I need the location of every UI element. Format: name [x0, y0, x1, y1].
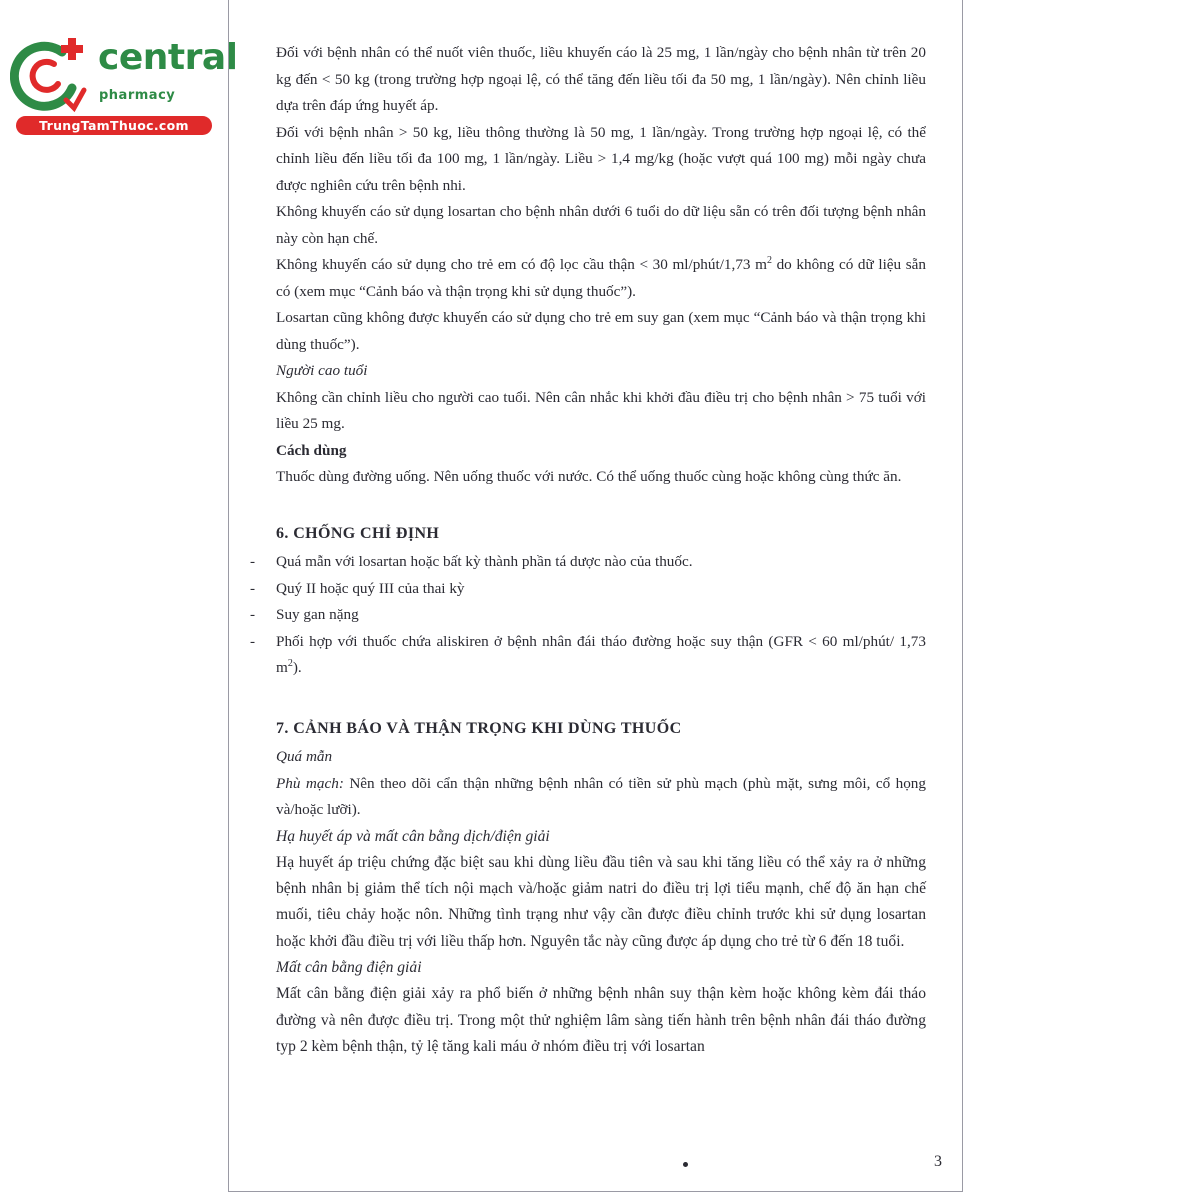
gfr-paragraph	[276, 252, 926, 305]
contraindication-item	[250, 629, 926, 682]
contraindication-item	[250, 549, 926, 576]
dosage-paragraph-2: Đối với bệnh nhân > 50 kg, liều thông thường là 50 mg, 1 lần/ngày. Trong trường hợp ngoại lệ, có thể chỉnh liều đến liều tối đa 100 mg, 1 lần/ngày. Liều > 1,4 mg/kg (hoặc vượt quá 100 mg) mỗi ngày chưa được nghiên cứu trên bệnh nhi.	[276, 123, 926, 194]
angioedema-text: Nên theo dõi cẩn thận những bệnh nhân có tiền sử phù mạch (phù mặt, sưng môi, cổ họng và/hoặc lưỡi).	[276, 774, 926, 818]
logo-site-bar[interactable]: TrungTamThuoc.com	[16, 116, 212, 135]
scan-mark	[683, 1162, 688, 1167]
gfr-text: Không khuyến cáo sử dụng cho trẻ em có độ lọc cầu thận < 30 ml/phút/1,73 m	[276, 256, 767, 273]
central-pharmacy-logo	[10, 36, 238, 136]
hypotension-text: Hạ huyết áp triệu chứng đặc biệt sau khi dùng liều đầu tiên và sau khi tăng liều có thể xảy ra ở những bệnh nhân bị giảm thể tích nội mạch và/hoặc giảm natri do điều trị lợi tiểu mạnh, chế độ ăn hạn chế muối, tiêu chảy hoặc nôn. Những tình trạng như vậy cần được điều chỉnh trước khi sử dụng losartan hoặc khởi đầu điều trị với liều thấp hơn. Nguyên tắc này cũng được áp dụng cho trẻ từ 6 đến 18 tuổi.	[276, 853, 926, 950]
usage-text: Thuốc dùng đường uống. Nên uống thuốc với nước. Có thể uống thuốc cùng hoặc không cùng thức ăn.	[276, 468, 902, 485]
elderly-heading: Người cao tuổi	[276, 362, 368, 379]
bullet-dash: -	[250, 553, 256, 570]
dosage-paragraph-1: Đối với bệnh nhân có thể nuốt viên thuốc, liều khuyến cáo là 25 mg, 1 lần/ngày cho bệnh nhân từ trên 20 kg đến < 50 kg (trong trường hợp ngoại lệ, có thể tăng đến liều tối đa 50 mg, 1 lần/ngày). Nên chỉnh liều dựa trên đáp ứng huyết áp.	[276, 44, 926, 114]
logo-brand: central	[98, 37, 238, 78]
hypersensitivity-heading: Quá mẫn	[276, 748, 333, 765]
contraindication-text: Suy gan nặng	[276, 606, 359, 623]
electrolyte-text: Mất cân bằng điện giải xảy ra phổ biến ở những bệnh nhân suy thận kèm hoặc không kèm đái tháo đường và nên được điều trị. Trong một thử nghiệm lâm sàng tiến hành trên bệnh nhân đái tháo đường typ 2 kèm bệnh thận, tỷ lệ tăng kali máu ở nhóm điều trị với losartan	[276, 985, 926, 1055]
contraindication-text-end: ).	[292, 659, 302, 676]
page-number: 3	[934, 1153, 942, 1170]
electrolyte-heading: Mất cân bằng điện giải	[276, 958, 422, 976]
elderly-text: Không cần chỉnh liều cho người cao tuổi. Nên cân nhắc khi khởi đầu điều trị cho bệnh nhân > 75 tuổi với liều 25 mg.	[276, 388, 926, 432]
contraindication-text: Quý II hoặc quý III của thai kỳ	[276, 579, 465, 597]
bullet-dash: -	[250, 632, 256, 650]
section-7-title: 7. CẢNH BÁO VÀ THẬN TRỌNG KHI DÙNG THUỐC	[276, 719, 682, 737]
gfr-superscript: 2	[766, 254, 772, 266]
usage-heading: Cách dùng	[276, 441, 347, 459]
contraindication-item	[250, 576, 926, 603]
cross-c-logo-icon	[10, 36, 90, 116]
bullet-dash: -	[250, 606, 256, 623]
gfr-text-end: do không có dữ liệu sẵn có (xem mục “Cảnh báo và thận trọng khi sử dụng thuốc”).	[276, 256, 926, 300]
angioedema-paragraph	[276, 771, 926, 824]
dosage-paragraph-3: Không khuyến cáo sử dụng losartan cho bệnh nhân dưới 6 tuổi do dữ liệu sẵn có trên đối tượng bệnh nhân này còn hạn chế.	[276, 203, 926, 247]
contraindication-superscript: 2	[287, 657, 293, 669]
section-6-title: 6. CHỐNG CHỈ ĐỊNH	[276, 524, 440, 542]
contraindication-item	[250, 602, 926, 629]
hypotension-heading: Hạ huyết áp và mất cân bằng dịch/điện giải	[276, 827, 550, 845]
liver-paragraph: Losartan cũng không được khuyến cáo sử dụng cho trẻ em suy gan (xem mục “Cảnh báo và thận trọng khi dùng thuốc”).	[276, 309, 926, 353]
logo-subtitle: pharmacy	[99, 88, 176, 103]
angioedema-label: Phù mạch:	[276, 774, 344, 792]
contraindication-text: Phối hợp với thuốc chứa aliskiren ở bệnh nhân đái tháo đường hoặc suy thận (GFR < 60 ml/phút/ 1,73 m	[276, 632, 926, 676]
contraindication-text: Quá mẫn với losartan hoặc bất kỳ thành phần tá dược nào của thuốc.	[276, 553, 693, 570]
bullet-dash: -	[250, 579, 256, 597]
document-body	[250, 40, 926, 1060]
